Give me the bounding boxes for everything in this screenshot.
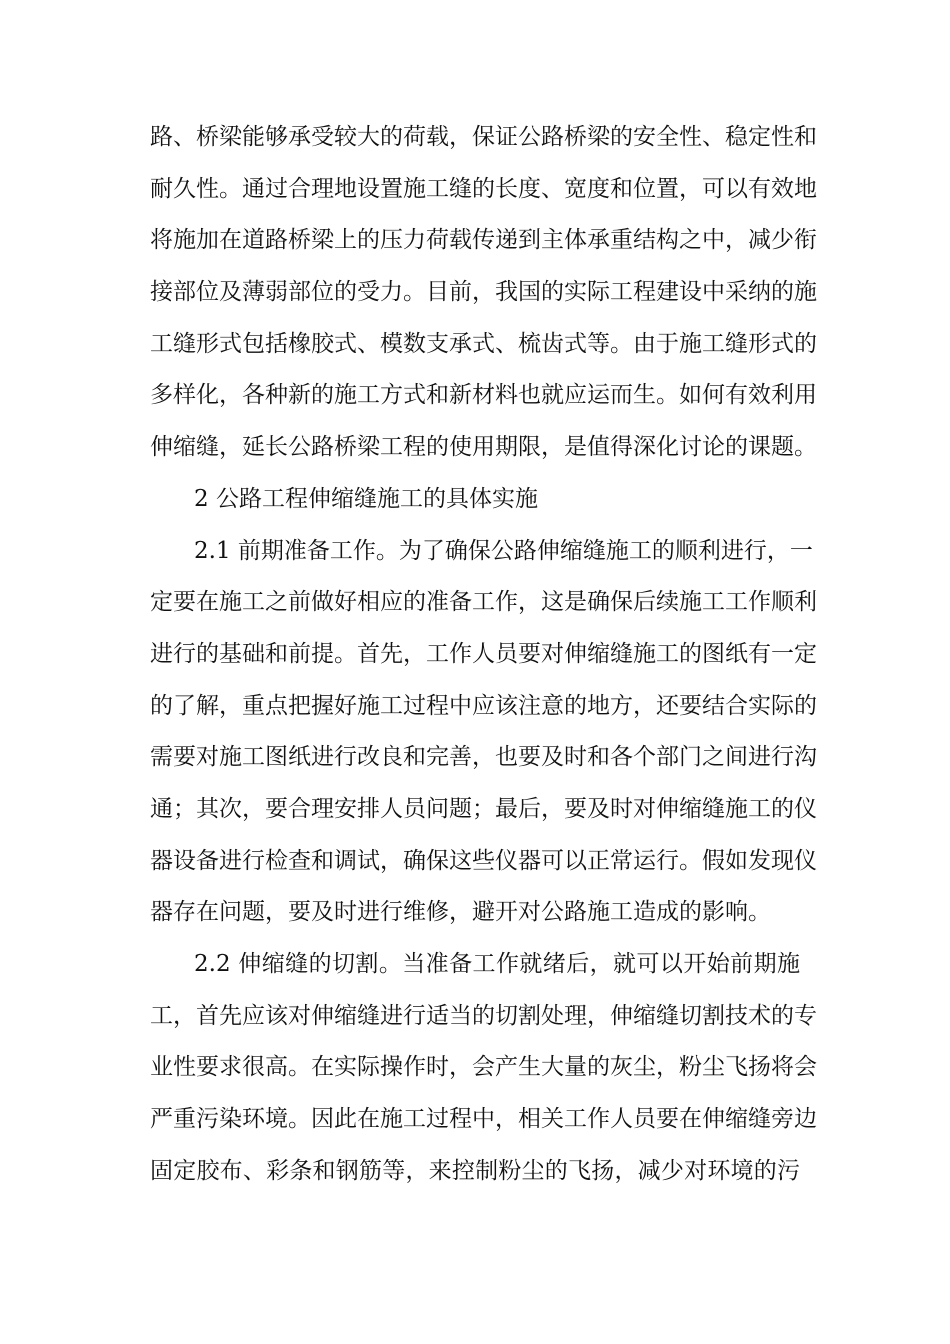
body-text <box>150 112 817 1197</box>
text-line: 器存在问题，要及时进行维修，避开对公路施工造成的影响。 <box>150 899 771 926</box>
text-line: 器设备进行检查和调试，确保这些仪器可以正常运行。假如发现仪 <box>150 847 817 874</box>
text-line: 耐久性。通过合理地设置施工缝的长度、宽度和位置，可以有效地 <box>150 175 817 202</box>
text-line: 固定胶布、彩条和钢筋等，来控制粉尘的飞扬，减少对环境的污 <box>150 1157 800 1184</box>
text-line: 工缝形式包括橡胶式、模数支承式、梳齿式等。由于施工缝形式的 <box>150 330 817 357</box>
text-line: 严重污染环境。因此在施工过程中，相关工作人员要在伸缩缝旁边 <box>150 1106 817 1133</box>
text-line: 将施加在道路桥梁上的压力荷载传递到主体承重结构之中，减少衔 <box>150 227 817 254</box>
text-line: 接部位及薄弱部位的受力。目前，我国的实际工程建设中采纳的施 <box>150 279 817 306</box>
text-line: 工，首先应该对伸缩缝进行适当的切割处理，伸缩缝切割技术的专 <box>150 1002 817 1029</box>
text-line: 多样化，各种新的施工方式和新材料也就应运而生。如何有效利用 <box>150 382 817 409</box>
text-line: 2.2 伸缩缝的切割。当准备工作就绪后，就可以开始前期施 <box>194 951 800 977</box>
text-line: 定要在施工之前做好相应的准备工作，这是确保后续施工工作顺利 <box>150 589 817 616</box>
text-line: 需要对施工图纸进行改良和完善，也要及时和各个部门之间进行沟 <box>150 744 817 771</box>
text-line: 路、桥梁能够承受较大的荷载，保证公路桥梁的安全性、稳定性和 <box>150 124 817 150</box>
text-line: 进行的基础和前提。首先，工作人员要对伸缩缝施工的图纸有一定 <box>150 640 817 667</box>
text-line: 2 公路工程伸缩缝施工的具体实施 <box>194 485 538 512</box>
text-line: 通；其次，要合理安排人员问题；最后，要及时对伸缩缝施工的仪 <box>150 795 817 822</box>
text-line: 业性要求很高。在实际操作时，会产生大量的灰尘，粉尘飞扬将会 <box>150 1054 817 1081</box>
text-line: 的了解，重点把握好施工过程中应该注意的地方，还要结合实际的 <box>150 692 817 719</box>
text-line: 伸缩缝，延长公路桥梁工程的使用期限，是值得深化讨论的课题。 <box>150 434 817 461</box>
text-line: 2.1 前期准备工作。为了确保公路伸缩缝施工的顺利进行，一 <box>194 537 813 564</box>
